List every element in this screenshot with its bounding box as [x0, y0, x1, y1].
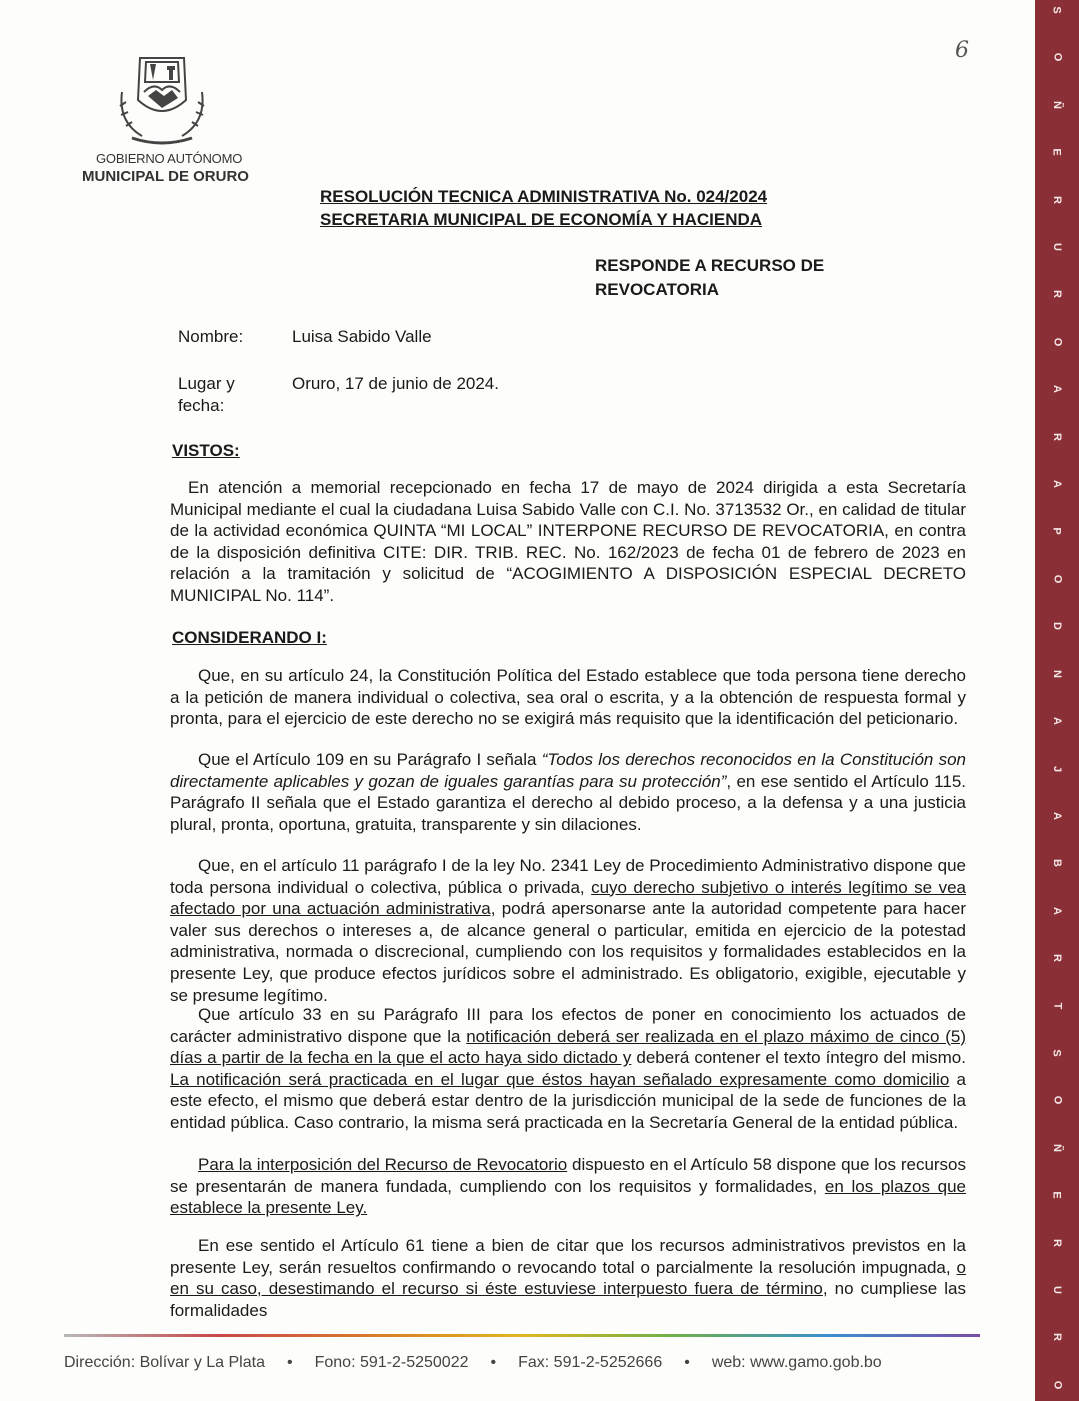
side-banner-letter: O — [1051, 53, 1063, 62]
side-banner-letter: R — [1050, 1333, 1063, 1342]
side-banner-letter: S — [1051, 1049, 1063, 1057]
title-line2: SECRETARIA MUNICIPAL DE ECONOMÍA Y HACIENDA — [320, 210, 763, 229]
side-banner-letter: A — [1050, 811, 1063, 820]
place-date-value: Oruro, 17 de junio de 2024. — [292, 374, 499, 393]
handwritten-page-number: 6 — [955, 38, 969, 63]
side-banner-letter: B — [1050, 859, 1063, 868]
p4-underlined-1: notificación deberá ser realizada en el plazo máximo de cinco (5) días a partir de la fecha en la que el acto haya sido dictado y — [170, 1026, 966, 1068]
side-banner-letter: N — [1050, 669, 1063, 678]
paragraph-1-text: Que, en su artículo 24, la Constitución Política del Estado establece que toda persona tiene derecho a la petición de manera individual o colectiva, sea oral o escrita, y a la obtención de respuesta formal y pronta, para el ejercicio de este derecho no se exigirá más requisito que la identificación del peticionario. — [170, 666, 966, 729]
paragraph-article-33 — [170, 1004, 966, 1134]
side-banner-letter: D — [1050, 622, 1063, 631]
footer-color-rule — [64, 1334, 980, 1337]
subject-line1: RESPONDE A RECURSO DE — [595, 256, 825, 275]
org-name-line2: MUNICIPAL DE ORURO — [82, 168, 249, 185]
side-banner-letter: O — [1051, 1096, 1063, 1105]
side-banner-letter: A — [1050, 480, 1063, 489]
footer-separator: • — [286, 1354, 293, 1371]
p5-part-b: dispuesto en el Artículo 58 dispone que los recursos se presentarán de manera fundada, cumpliendo con los requisitos y formalidades, — [170, 1155, 967, 1196]
side-banner-letter: R — [1050, 954, 1063, 963]
p5-underlined-2: en los plazos que establece la presente Ley. — [170, 1176, 966, 1218]
title-line1: RESOLUCIÓN TECNICA ADMINISTRATIVA No. 024/2024 — [320, 187, 768, 206]
side-banner-letter: T — [1050, 1002, 1063, 1009]
vistos-paragraph — [170, 477, 966, 607]
side-banner-letter: E — [1051, 1191, 1063, 1199]
side-banner-letter: A — [1050, 717, 1063, 726]
side-banner-letter: R — [1050, 1238, 1063, 1247]
p4-underlined-2: La notificación será practicada en el lugar que éstos hayan señalado expresamente como domicilio — [170, 1069, 950, 1089]
side-banner-letter: O — [1051, 1380, 1063, 1390]
org-name-line1: GOBIERNO AUTÓNOMO — [96, 151, 243, 166]
document-title — [320, 185, 767, 231]
p4-part-e: a este efecto, el mismo que deberá estar dentro de la jurisdicción municipal de la sede de funciones de la entidad pública. Caso contrario, la misma será practicada en la Secretaría General de la entidad pública. — [170, 1069, 966, 1132]
paragraph-article-24 — [170, 665, 966, 730]
side-banner-letter: U — [1050, 243, 1063, 252]
p2-part-c: , en ese sentido el Artículo 115. Parágrafo II señala que el Estado garantiza el derecho al debido proceso, a la defensa y a una justicia plural, pronta, oportuna, gratuita, transparente y sin dilaciones. — [170, 771, 966, 834]
paragraph-article-11 — [170, 855, 966, 1006]
p6-underlined: o en su caso, desestimando el recurso si éste estuviese interpuesto fuera de término — [170, 1257, 966, 1299]
footer-web-link[interactable]: web: www.gamo.gob.bo — [711, 1354, 882, 1371]
side-banner-text — [1035, 0, 1079, 1401]
p3-part-a: Que, en el artículo 11 parágrafo I de la ley No. 2341 Ley de Procedimiento Administrativo dispone que toda persona individual o colectiva, pública o privada, — [170, 856, 966, 897]
p3-part-c: podrá apersonarse ante la autoridad competente para hacer valer sus derechos o intereses a, de alcance general o particular, emitida en ejercicio de la potestad administrativa, normada o discrecional, cumpliendo con los requisitos y formalidades establecidos en la presente Ley, que produce efectos jurídicos sobre el administrado. Es obligatorio, exigible, ejecutable y se presume legítimo. — [170, 899, 966, 1005]
side-banner-letter: Ñ — [1050, 1143, 1063, 1152]
side-banner-letter: S — [1051, 6, 1063, 14]
side-banner-letter: A — [1050, 906, 1063, 915]
side-banner-letter: O — [1051, 574, 1063, 584]
p4-part-a: Que artículo 33 en su Parágrafo III para los efectos de poner en conocimiento los actuados de carácter administrativo dispone que la — [170, 1005, 966, 1046]
side-banner — [1035, 0, 1079, 1401]
municipal-seal-icon — [112, 52, 212, 148]
side-banner-letter: A — [1050, 385, 1063, 394]
document-subject — [595, 254, 824, 302]
side-banner-letter: R — [1050, 195, 1063, 204]
p4-part-c: deberá contener el texto íntegro del mismo. — [631, 1048, 966, 1068]
side-banner-letter: R — [1050, 432, 1063, 441]
paragraph-article-109 — [170, 749, 966, 835]
side-banner-letter: J — [1051, 765, 1063, 772]
place-label-line1: Lugar y — [178, 374, 235, 393]
paragraph-article-58 — [170, 1154, 966, 1219]
p2-part-a: Que el Artículo 109 en su Parágrafo I señala — [198, 750, 542, 769]
considerando-heading: CONSIDERANDO I: — [172, 628, 327, 647]
name-value: Luisa Sabido Valle — [292, 327, 432, 346]
p2-quote: “Todos los derechos reconocidos en la Constitución son directamente aplicables y gozan de iguales garantías para su protección” — [170, 750, 966, 791]
side-banner-letter: O — [1051, 337, 1063, 347]
footer-phone: Fono: 591-2-5250022 — [314, 1354, 469, 1371]
place-label-line2: fecha: — [178, 396, 225, 415]
footer — [64, 1354, 994, 1372]
p3-underlined: cuyo derecho subjetivo o interés legítimo se vea afectado por una actuación administrativa, — [170, 877, 966, 919]
vistos-text: En atención a memorial recepcionado en fecha 17 de mayo de 2024 dirigida a esta Secretaría Municipal mediante el cual la ciudadana Luisa Sabido Valle con C.I. No. 3713532 Or., en calidad de titular de la actividad económica QUINTA “MI LOCAL” INTERPONE RECURSO DE REVOCATORIA, en contra de la disposición definitiva CITE: DIR. TRIB. REC. No. 162/2023 de fecha 01 de febrero de 2023 en relación a la tramitación y solicitud de “ACOGIMIENTO A DISPOSICIÓN ESPECIAL DECRETO MUNICIPAL No. 114”. — [170, 478, 966, 605]
vistos-heading: VISTOS: — [172, 441, 240, 460]
paragraph-article-61 — [170, 1235, 966, 1321]
name-label: Nombre: — [178, 327, 244, 346]
p6-part-a: En ese sentido el Artículo 61 tiene a bien de citar que los recursos administrativos previstos en la presente Ley, serán resueltos confirmando o revocando total o parcialmente la resolución impugnada, — [170, 1236, 966, 1277]
footer-fax: Fax: 591-2-5252666 — [518, 1354, 663, 1371]
side-banner-letter: Ñ — [1050, 100, 1063, 109]
side-banner-letter: E — [1051, 148, 1063, 156]
side-banner-letter: R — [1050, 290, 1063, 299]
footer-separator: • — [490, 1354, 497, 1371]
footer-address: Dirección: Bolívar y La Plata — [64, 1354, 265, 1371]
side-banner-letter: U — [1050, 1285, 1063, 1294]
side-banner-letter: P — [1051, 527, 1063, 536]
p6-part-c: , no cumpliese las formalidades — [170, 1279, 966, 1320]
p5-underlined-1: Para la interposición del Recurso de Revocatorio — [198, 1155, 568, 1174]
footer-separator: • — [684, 1354, 690, 1371]
subject-line2: REVOCATORIA — [595, 280, 720, 299]
